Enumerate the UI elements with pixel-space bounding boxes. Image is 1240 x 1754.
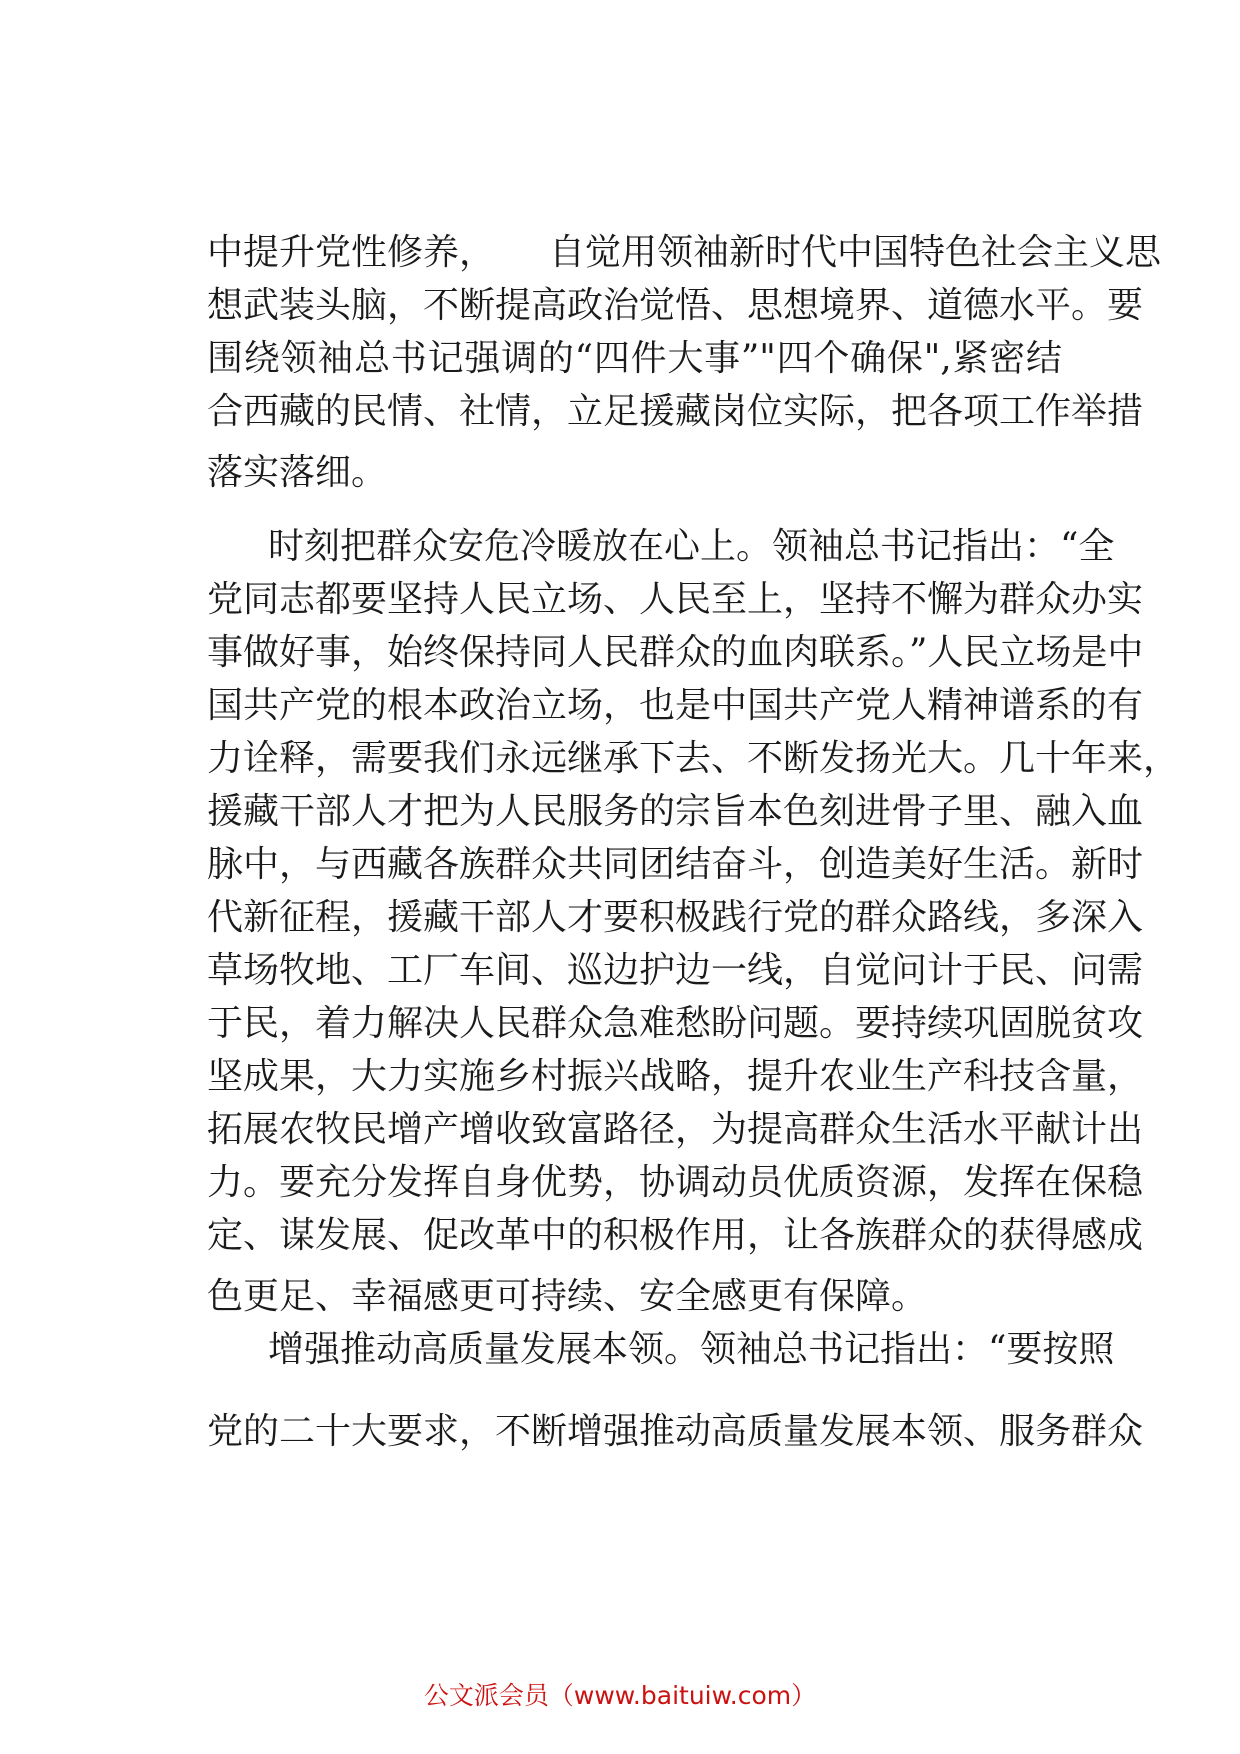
text-line-20: 色更足、幸福感更可持续、安全感更有保障。: [207, 1276, 928, 1317]
text-line-4: 合西藏的民情、社情，立足援藏岗位实际，把各项工作举措: [207, 391, 1144, 432]
text-line-8: 事做好事，始终保持同人民群众的血肉联系。”人民立场是中: [207, 632, 1144, 673]
text-line-19: 定、谋发展、促改革中的积极作用，让各族群众的获得感成: [207, 1215, 1144, 1256]
text-line-14: 草场牧地、工厂车间、巡边护边一线，自觉问计于民、问需: [207, 950, 1144, 991]
text-line-1: 中提升党性修养， 自觉用领袖新时代中国特色社会主义思: [207, 232, 1162, 273]
text-line-15: 于民，着力解决人民群众急难愁盼问题。要持续巩固脱贫攻: [207, 1003, 1144, 1044]
text-line-11: 援藏干部人才把为人民服务的宗旨本色刻进骨子里、融入血: [207, 791, 1144, 832]
text-line-9: 国共产党的根本政治立场，也是中国共产党人精神谱系的有: [207, 685, 1144, 726]
text-line-13: 代新征程，援藏干部人才要积极践行党的群众路线，多深入: [207, 897, 1144, 938]
text-line-3: 围绕领袖总书记强调的“四件大事”"四个确保",紧密结: [207, 338, 1062, 379]
text-line-7: 党同志都要坚持人民立场、人民至上，坚持不懈为群众办实: [207, 579, 1144, 620]
text-line-22: 党的二十大要求，不断增强推动高质量发展本领、服务群众: [207, 1411, 1144, 1452]
text-line-2: 想武装头脑，不断提高政治觉悟、思想境界、道德水平。要: [207, 285, 1144, 326]
text-line-10: 力诠释，需要我们永远继承下去、不断发扬光大。几十年来，: [207, 738, 1180, 779]
paragraph-heading-line-1: 时刻把群众安危冷暖放在心上。领袖总书记指出：“全: [268, 526, 1115, 567]
text-line-12: 脉中，与西藏各族群众共同团结奋斗，创造美好生活。新时: [207, 844, 1144, 885]
text-line-18: 力。要充分发挥自身优势，协调动员优质资源，发挥在保稳: [207, 1162, 1144, 1203]
paragraph-heading-line-2: 增强推动高质量发展本领。领袖总书记指出：“要按照: [268, 1329, 1115, 1370]
text-line-17: 拓展农牧民增产增收致富路径，为提高群众生活水平献计出: [207, 1109, 1144, 1150]
text-line-16: 坚成果，大力实施乡村振兴战略，提升农业生产科技含量，: [207, 1056, 1144, 1097]
footer-watermark: 公文派会员（www.baituiw.com）: [423, 1681, 817, 1710]
text-line-5: 落实落细。: [207, 452, 388, 493]
